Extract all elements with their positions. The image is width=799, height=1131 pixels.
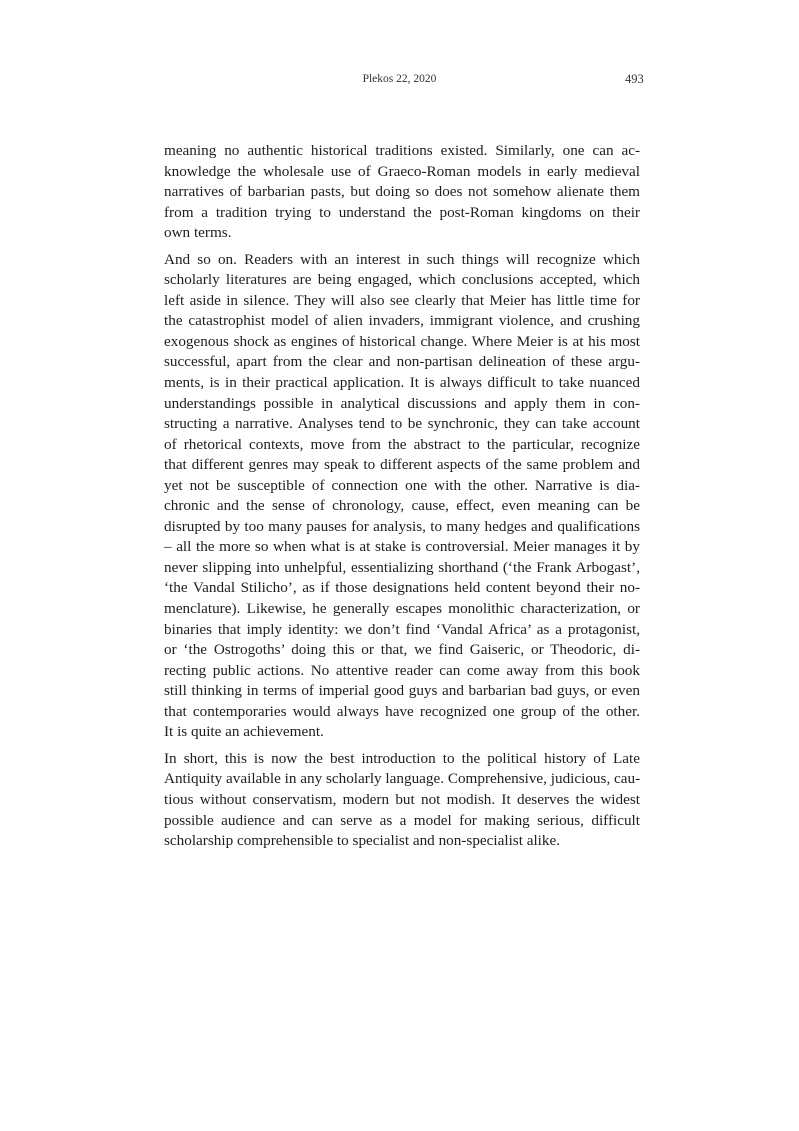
text-line: tious without conservatism, modern but not modish. It deserves the widest: [164, 790, 640, 808]
paragraph-3: [164, 749, 640, 852]
text-line: that different genres may speak to different aspects of the same problem and: [164, 456, 640, 474]
paragraph-1: [164, 141, 640, 244]
text-line: of rhetorical contexts, move from the abstract to the particular, recognize: [164, 435, 640, 453]
text-line: And so on. Readers with an interest in such things will recognize which: [164, 250, 640, 268]
text-line: yet not be susceptible of connection one with the other. Narrative is dia-: [164, 476, 640, 494]
text-line: It is quite an achievement.: [164, 723, 324, 741]
running-header: [0, 73, 799, 89]
journal-citation: Plekos 22, 2020: [362, 73, 437, 85]
text-line: that contemporaries would always have recognized one group of the other.: [164, 702, 640, 720]
text-line: the catastrophist model of alien invaders, immigrant violence, and crushing: [164, 312, 640, 330]
text-line: chronic and the sense of chronology, cause, effect, even meaning can be: [164, 497, 640, 515]
article-body: [164, 141, 640, 858]
text-line: never slipping into unhelpful, essentializing shorthand (‘the Frank Arbogast’,: [164, 558, 640, 576]
text-line: from a tradition trying to understand the post-Roman kingdoms on their: [164, 203, 640, 221]
text-line: structing a narrative. Analyses tend to be synchronic, they can take account: [164, 415, 640, 433]
text-line: exogenous shock as engines of historical change. Where Meier is at his most: [164, 332, 640, 350]
text-line: binaries that imply identity: we don’t find ‘Vandal Africa’ as a protagonist,: [164, 620, 640, 638]
text-line: Antiquity available in any scholarly language. Comprehensive, judicious, cau-: [164, 770, 641, 788]
text-line: or ‘the Ostrogoths’ doing this or that, we find Gaiseric, or Theodoric, di-: [164, 641, 640, 659]
text-line: – all the more so when what is at stake is controversial. Meier manages it by: [164, 538, 640, 556]
page-number: 493: [625, 72, 644, 86]
text-line: scholarship comprehensible to specialist and non-specialist alike.: [164, 832, 561, 850]
text-line: left aside in silence. They will also see clearly that Meier has little time for: [164, 291, 640, 309]
paragraph-2: [164, 250, 640, 743]
text-line: ‘the Vandal Stilicho’, as if those designations held content beyond their no-: [164, 579, 640, 597]
text-line: scholarly literatures are being engaged, which conclusions accepted, which: [164, 271, 640, 289]
text-line: knowledge the wholesale use of Graeco-Roman models in early medieval: [164, 162, 640, 180]
text-line: possible audience and can serve as a model for making serious, difficult: [164, 811, 640, 829]
text-line: ments, is in their practical application. It is always difficult to take nuanced: [164, 374, 640, 392]
text-line: menclature). Likewise, he generally escapes monolithic characterization, or: [164, 600, 640, 618]
text-line: understandings possible in analytical discussions and apply them in con-: [164, 394, 640, 412]
text-line: still thinking in terms of imperial good guys and barbarian bad guys, or even: [164, 682, 640, 700]
text-line: recting public actions. No attentive reader can come away from this book: [164, 661, 640, 679]
text-line: successful, apart from the clear and non-partisan delineation of these argu-: [164, 353, 640, 371]
text-line: In short, this is now the best introduction to the political history of Late: [164, 749, 640, 767]
text-line: own terms.: [164, 224, 232, 242]
text-line: disrupted by too many pauses for analysis, to many hedges and qualifications: [164, 517, 640, 535]
text-line: narratives of barbarian pasts, but doing so does not somehow alienate them: [164, 183, 640, 201]
text-line: meaning no authentic historical traditions existed. Similarly, one can ac-: [164, 142, 640, 159]
